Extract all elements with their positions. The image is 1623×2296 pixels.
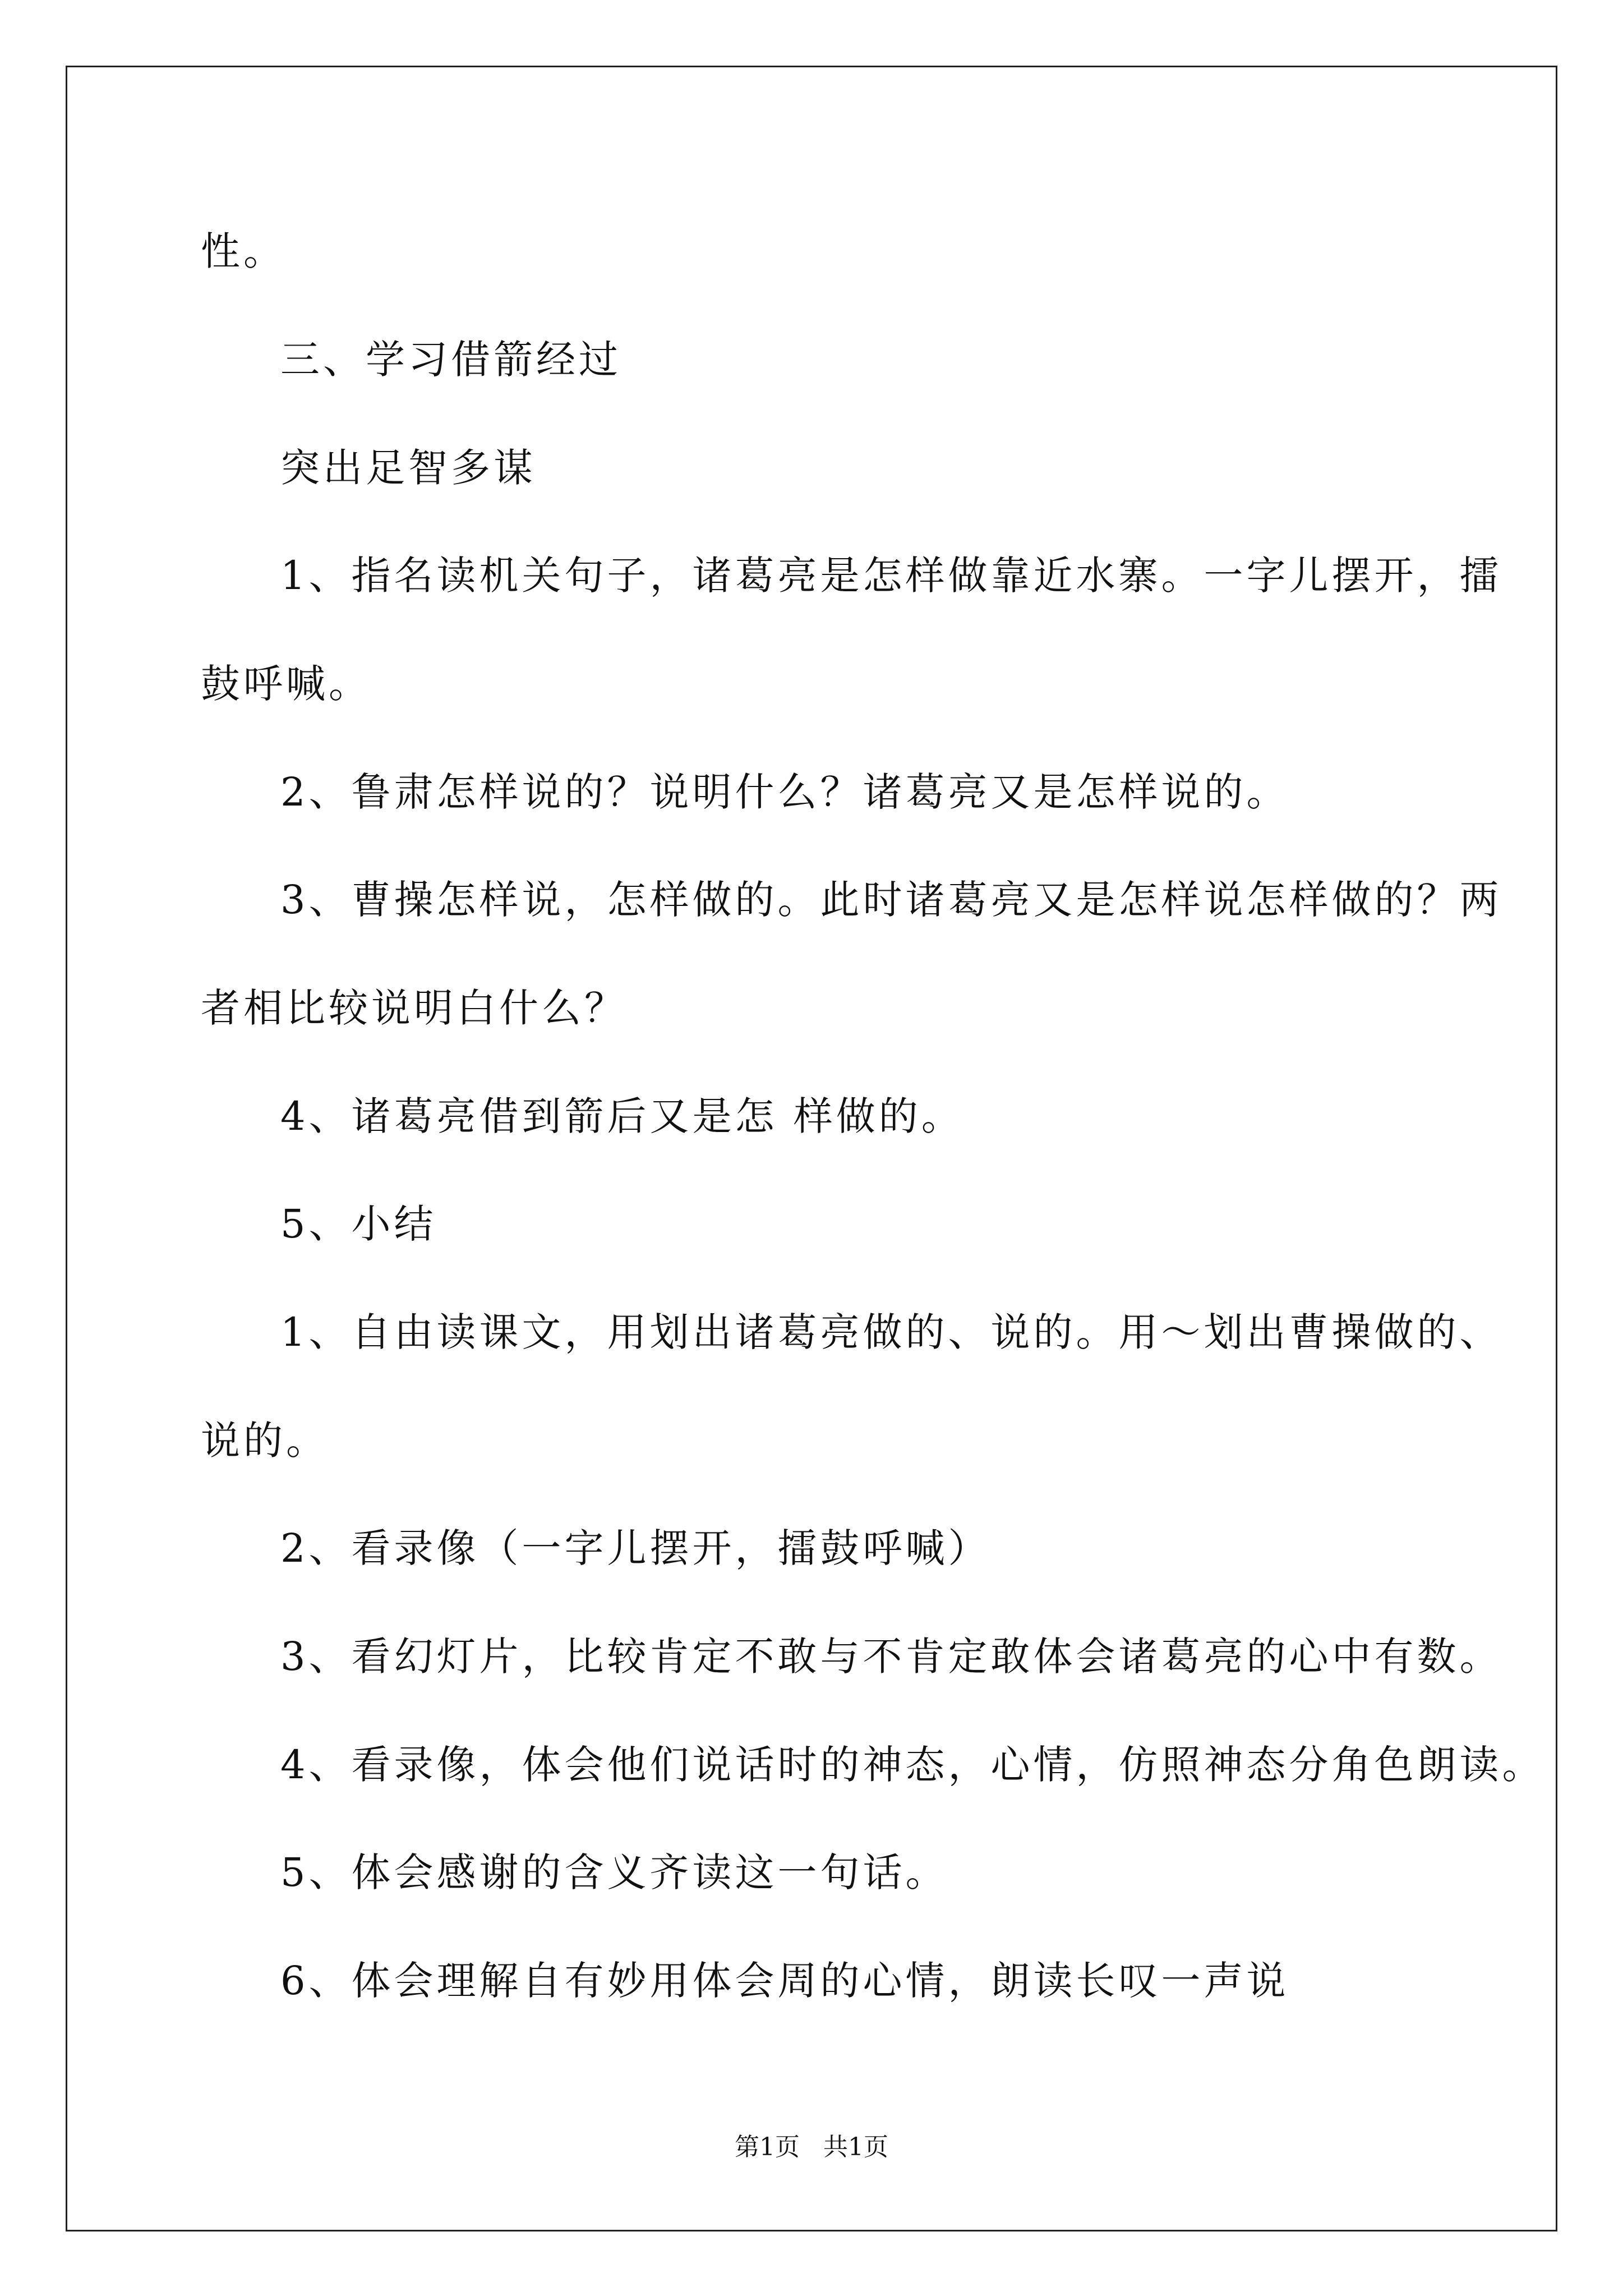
text-line: 3、看幻灯片，比较肯定不敢与不肯定敢体会诸葛亮的心中有数。 bbox=[280, 1634, 1502, 1680]
text-line: 6、体会理解自有妙用体会周的心情，朗读长叹一声说 bbox=[280, 1958, 1289, 2004]
text-line: 4、诸葛亮借到箭后又是怎 样做的。 bbox=[280, 1093, 964, 1139]
text-line: 者相比较说明白什么？ bbox=[201, 985, 627, 1031]
text-line: 2、鲁肃怎样说的？说明什么？诸葛亮又是怎样说的。 bbox=[280, 769, 1289, 815]
text-line: 2、看录像（一字儿摆开，擂鼓呼喊） bbox=[280, 1525, 991, 1571]
text-line: 5、小结 bbox=[280, 1201, 437, 1247]
text-line: 1、指名读机关句子，诸葛亮是怎样做靠近水寨。一字儿摆开，擂 bbox=[280, 553, 1502, 599]
text-line: 1、自由读课文，用划出诸葛亮做的、说的。用～划出曹操做的、 bbox=[280, 1309, 1502, 1355]
text-line: 3、曹操怎样说，怎样做的。此时诸葛亮又是怎样说怎样做的？两 bbox=[280, 877, 1502, 923]
page-border bbox=[66, 66, 1557, 2231]
section-heading: 三、学习借箭经过 bbox=[280, 337, 621, 383]
text-line: 鼓呼喊。 bbox=[201, 661, 371, 707]
text-line: 4、看录像，体会他们说话时的神态，心情，仿照神态分角色朗读。 bbox=[280, 1742, 1545, 1788]
text-line: 5、体会感谢的含义齐读这一句话。 bbox=[280, 1849, 948, 1895]
text-line: 性。 bbox=[201, 228, 286, 274]
text-line: 突出足智多谋 bbox=[280, 445, 536, 491]
text-line: 说的。 bbox=[201, 1418, 329, 1464]
page-footer: 第1页 共1页 bbox=[735, 2133, 888, 2161]
